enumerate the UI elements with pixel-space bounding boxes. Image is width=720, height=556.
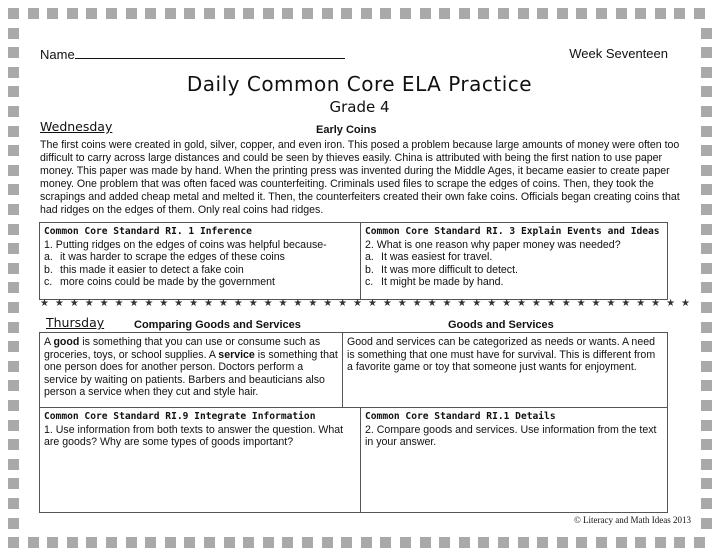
border-square [701, 165, 712, 176]
border-square [302, 537, 313, 548]
star-icon: ★ [278, 298, 288, 309]
border-square [478, 8, 489, 19]
border-square [701, 420, 712, 431]
star-icon: ★ [457, 298, 467, 309]
border-square [537, 8, 548, 19]
border-square [701, 459, 712, 470]
border-square [518, 537, 529, 548]
star-icon: ★ [680, 298, 690, 309]
border-square [8, 67, 19, 78]
answer-option[interactable] [365, 251, 663, 264]
name-row [40, 46, 345, 62]
border-square [596, 537, 607, 548]
star-divider [40, 298, 690, 309]
star-icon: ★ [621, 298, 631, 309]
star-icon: ★ [353, 298, 362, 309]
border-square [576, 537, 587, 548]
answer-option[interactable] [44, 276, 356, 289]
border-square [28, 537, 39, 548]
star-icon: ★ [546, 298, 556, 309]
border-square [701, 478, 712, 489]
passage-text: The first coins were created in gold, silver, copper, and even iron. This posed a problem because large amounts of money were often too difficult to carry across large distances and could be seen by thieves easily. China is attributed with being the first nation to use paper money. This paper was made by hand. When the printing press was invented during the Middle Ages, it became easier to create paper money. One problem that was often faced was counterfeiting. Criminals used files to scrape the edges of coins. Then, they took the scrapings and added cheap metal and melted it. Then, the counterfeiters created their own fake coins. Officials began creating coins that had ridges on the edges of them. Only real coins had ridges. [40, 139, 680, 216]
border-square [204, 8, 215, 19]
border-square [8, 459, 19, 470]
border-square [106, 537, 117, 548]
border-square [701, 28, 712, 39]
star-icon: ★ [144, 298, 154, 309]
star-icon: ★ [159, 298, 169, 309]
border-square [8, 28, 19, 39]
star-icon: ★ [114, 298, 124, 309]
border-square [8, 165, 19, 176]
star-icon: ★ [442, 298, 452, 309]
border-square [263, 8, 274, 19]
border-square [701, 184, 712, 195]
name-blank-line[interactable] [75, 46, 345, 59]
border-square [8, 498, 19, 509]
star-icon: ★ [233, 298, 243, 309]
border-square [126, 8, 137, 19]
star-icon: ★ [248, 298, 258, 309]
section-title-goods-services: Goods and Services [448, 319, 554, 331]
text-fragment: A [44, 336, 54, 348]
border-square [8, 361, 19, 372]
border-square [341, 8, 352, 19]
border-square [701, 47, 712, 58]
star-icon: ★ [397, 298, 407, 309]
border-square [8, 145, 19, 156]
border-square [701, 361, 712, 372]
border-square [459, 537, 470, 548]
border-square [701, 439, 712, 450]
star-icon: ★ [666, 298, 676, 309]
border-square [224, 537, 235, 548]
border-square [282, 537, 293, 548]
border-square [184, 537, 195, 548]
option-letter: c. [44, 276, 53, 289]
border-square [380, 537, 391, 548]
border-square [302, 8, 313, 19]
question-box-inference [39, 222, 361, 300]
option-letter: a. [44, 251, 53, 264]
answer-option[interactable] [365, 264, 663, 277]
option-text: It might be made by hand. [381, 276, 504, 289]
border-square [8, 478, 19, 489]
option-letter: b. [44, 263, 53, 276]
border-square [8, 243, 19, 254]
option-text: more coins could be made by the government [60, 276, 275, 289]
border-square [459, 8, 470, 19]
border-square [694, 8, 705, 19]
border-square [439, 537, 450, 548]
border-square [655, 537, 666, 548]
star-icon: ★ [606, 298, 616, 309]
answer-option[interactable] [44, 251, 356, 264]
star-icon: ★ [84, 298, 94, 309]
border-square [400, 8, 411, 19]
border-square [8, 8, 19, 19]
border-square [106, 8, 117, 19]
border-square [701, 106, 712, 117]
grade-label: Grade 4 [329, 98, 390, 116]
border-square [701, 243, 712, 254]
star-icon: ★ [54, 298, 64, 309]
star-icon: ★ [382, 298, 392, 309]
text-body: Good and services can be categorized as needs or wants. A need is something that one must have for survival. This is different from a favorite game or toy that someone just wants for enjoyment. [347, 336, 656, 374]
border-square [674, 8, 685, 19]
term-service: service [218, 348, 255, 361]
border-square [498, 8, 509, 19]
border-square [243, 537, 254, 548]
border-square [420, 537, 431, 548]
border-square [8, 302, 19, 313]
day-label-thursday: Thursday [46, 315, 105, 330]
star-icon: ★ [367, 298, 377, 309]
border-square [701, 380, 712, 391]
border-square [8, 204, 19, 215]
option-text: it was harder to scrape the edges of these coins [60, 251, 285, 264]
border-square [184, 8, 195, 19]
border-square [8, 380, 19, 391]
border-square [361, 537, 372, 548]
border-square [322, 537, 333, 548]
border-square [701, 498, 712, 509]
star-icon: ★ [338, 298, 348, 309]
text-fragment: is something that one person does for another person. Doctors perform a service by waiting on patients. Barbers and beauticians also person a service when they cut and style hair. [44, 348, 338, 399]
border-square [8, 400, 19, 411]
question-text: 1. Use information from both texts to answer the question. What are goods? Why are some types of goods important? [44, 423, 344, 449]
star-icon: ★ [69, 298, 79, 309]
border-square [596, 8, 607, 19]
border-square [701, 67, 712, 78]
week-label: Week Seventeen [569, 46, 668, 61]
star-icon: ★ [218, 298, 228, 309]
border-square [86, 537, 97, 548]
answer-box-integrate[interactable] [39, 407, 361, 513]
term-good: good [53, 336, 80, 348]
border-square [8, 224, 19, 235]
border-square [701, 263, 712, 274]
border-square [655, 8, 666, 19]
border-square [380, 8, 391, 19]
option-text: It was easiest for travel. [381, 251, 493, 264]
question-box-events [360, 222, 668, 300]
star-icon: ★ [487, 298, 497, 309]
answer-option[interactable] [365, 276, 663, 289]
border-square [224, 8, 235, 19]
star-icon: ★ [636, 298, 646, 309]
border-square [8, 439, 19, 450]
star-icon: ★ [40, 298, 49, 309]
border-square [361, 8, 372, 19]
border-square [576, 8, 587, 19]
star-icon: ★ [323, 298, 333, 309]
answer-box-details[interactable] [360, 407, 668, 513]
name-label: Name [40, 47, 75, 62]
answer-option[interactable] [44, 264, 356, 277]
star-icon: ★ [472, 298, 482, 309]
text-box-goods [39, 332, 343, 408]
border-square [28, 8, 39, 19]
border-square [701, 282, 712, 293]
border-square [701, 518, 712, 529]
standard-label: Common Core Standard RI.1 Details [365, 411, 556, 422]
standard-label: Common Core Standard RI.9 Integrate Information [44, 411, 316, 422]
border-square [8, 322, 19, 333]
border-square [537, 537, 548, 548]
section-title-comparing: Comparing Goods and Services [134, 319, 301, 331]
border-square [400, 537, 411, 548]
star-icon: ★ [591, 298, 601, 309]
border-square [341, 537, 352, 548]
border-square [243, 8, 254, 19]
border-square [557, 537, 568, 548]
border-square [701, 204, 712, 215]
border-square [518, 8, 529, 19]
standard-label: Common Core Standard RI. 3 Explain Events and Ideas [365, 226, 660, 237]
border-square [701, 322, 712, 333]
border-square [701, 224, 712, 235]
border-square [557, 8, 568, 19]
star-icon: ★ [651, 298, 661, 309]
border-square [674, 537, 685, 548]
option-letter: c. [365, 276, 374, 289]
border-square [498, 537, 509, 548]
option-text: It was more difficult to detect. [381, 263, 518, 276]
border-square [8, 537, 19, 548]
text-box-needs-wants [342, 332, 668, 408]
border-square [616, 537, 627, 548]
border-square [8, 106, 19, 117]
border-square [67, 8, 78, 19]
border-square [204, 537, 215, 548]
star-icon: ★ [517, 298, 526, 309]
star-icon: ★ [502, 298, 512, 309]
star-icon: ★ [174, 298, 184, 309]
border-square [8, 47, 19, 58]
question-text: 2. Compare goods and services. Use information from the text in your answer. [365, 423, 657, 449]
border-square [8, 263, 19, 274]
star-icon: ★ [203, 298, 213, 309]
border-square [478, 537, 489, 548]
star-icon: ★ [531, 298, 541, 309]
border-square [701, 145, 712, 156]
border-square [145, 537, 156, 548]
border-square [701, 400, 712, 411]
star-icon: ★ [129, 298, 139, 309]
option-letter: b. [365, 263, 374, 276]
star-icon: ★ [412, 298, 422, 309]
border-square [263, 537, 274, 548]
star-icon: ★ [576, 298, 586, 309]
option-letter: a. [365, 251, 374, 264]
copyright-notice: © Literacy and Math Ideas 2013 [573, 515, 691, 525]
border-square [8, 518, 19, 529]
border-square [8, 420, 19, 431]
border-square [8, 282, 19, 293]
star-icon: ★ [99, 298, 109, 309]
star-icon: ★ [308, 298, 318, 309]
border-square [8, 86, 19, 97]
border-square [165, 8, 176, 19]
border-square [8, 341, 19, 352]
text-fragment: is something that you can use or consume such as groceries, toys, or school supplies. A [44, 336, 321, 361]
border-square [67, 537, 78, 548]
border-square [8, 126, 19, 137]
border-square [86, 8, 97, 19]
passage-title: Early Coins [316, 124, 377, 136]
border-square [420, 8, 431, 19]
star-icon: ★ [189, 298, 199, 309]
question-text: 1. Putting ridges on the edges of coins was helpful because- [44, 238, 327, 251]
border-square [616, 8, 627, 19]
border-square [635, 8, 646, 19]
border-square [322, 8, 333, 19]
question-text: 2. What is one reason why paper money was needed? [365, 238, 621, 251]
page-title: Daily Common Core ELA Practice [186, 72, 533, 96]
border-square [8, 184, 19, 195]
star-icon: ★ [263, 298, 273, 309]
border-square [701, 126, 712, 137]
border-square [145, 8, 156, 19]
border-square [439, 8, 450, 19]
standard-label: Common Core Standard RI. 1 Inference [44, 226, 252, 237]
border-square [47, 8, 58, 19]
star-icon: ★ [427, 298, 437, 309]
border-square [701, 302, 712, 313]
worksheet-content [26, 27, 693, 529]
star-icon: ★ [561, 298, 571, 309]
border-square [282, 8, 293, 19]
border-square [701, 341, 712, 352]
day-label-wednesday: Wednesday [40, 119, 113, 134]
border-square [165, 537, 176, 548]
border-square [701, 86, 712, 97]
border-square [635, 537, 646, 548]
border-square [47, 537, 58, 548]
star-icon: ★ [293, 298, 303, 309]
border-square [694, 537, 705, 548]
option-text: this made it easier to detect a fake coin [60, 263, 244, 276]
border-square [126, 537, 137, 548]
